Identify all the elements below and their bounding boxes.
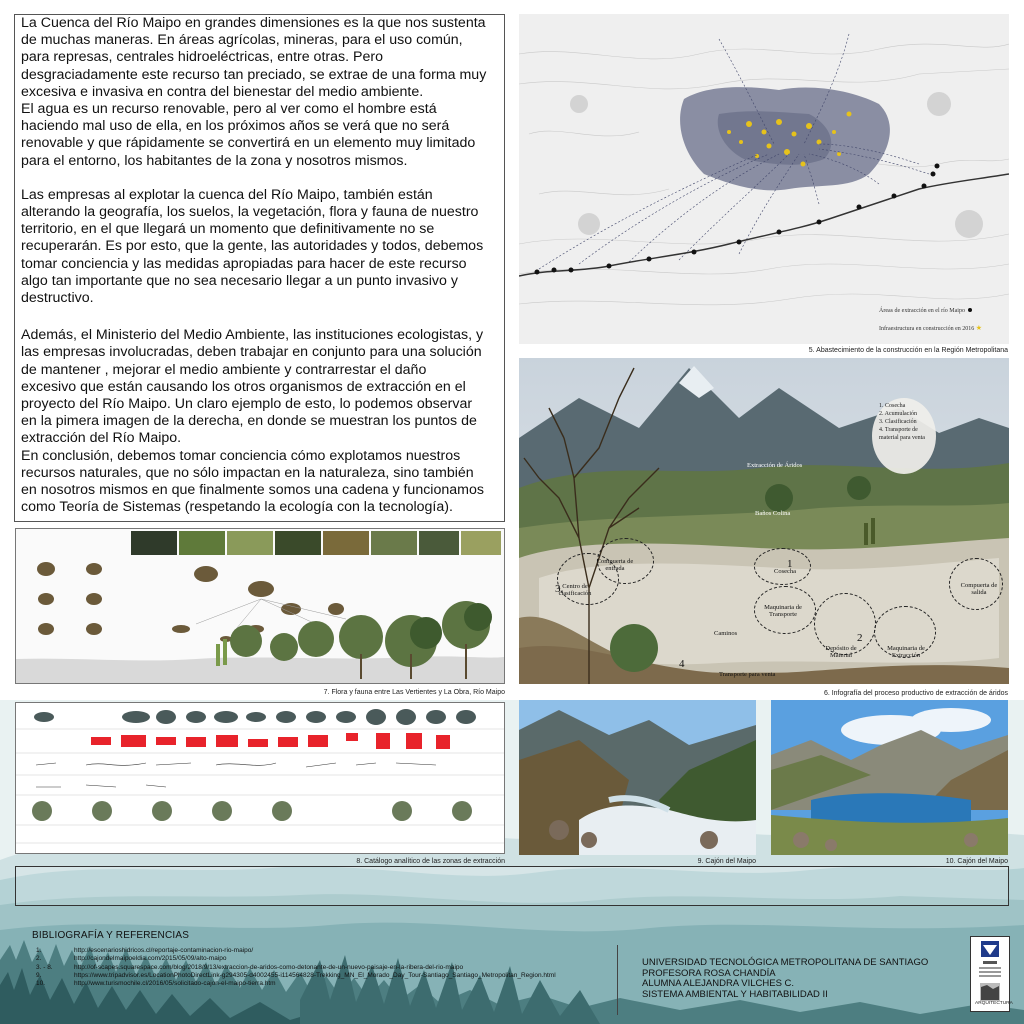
reference-item[interactable] bbox=[36, 972, 614, 980]
reference-item[interactable] bbox=[36, 980, 614, 988]
label-deposito: Depósito de Material bbox=[825, 645, 857, 659]
label-caminos: Caminos bbox=[714, 630, 738, 637]
label-banos: Baños Colina bbox=[755, 510, 791, 517]
label-centro: Centro de clasificación bbox=[558, 583, 592, 597]
reference-item[interactable] bbox=[36, 964, 614, 972]
university-name: UNIVERSIDAD TECNOLÓGICA METROPOLITANA DE SANTIAGO bbox=[642, 957, 929, 968]
quarry-caption: 6. Infografía del proceso productivo de extracción de áridos bbox=[823, 690, 1008, 697]
map-legend-extraction: Áreas de extracción en el río Maipo bbox=[879, 308, 965, 314]
reference-item[interactable] bbox=[36, 955, 614, 963]
process-step-1: 1. Cosecha bbox=[879, 403, 906, 409]
university-logo bbox=[970, 936, 1013, 1012]
reference-link[interactable]: http://www.turismochile.cl/2016/05/solicitado-cajon-el-maipo-tierra.htm bbox=[74, 980, 276, 988]
course-name: SISTEMA AMBIENTAL Y HABITABILIDAD II bbox=[642, 988, 828, 1000]
reference-number: 3. - 8. bbox=[36, 963, 53, 971]
extraction-catalog-figure bbox=[15, 702, 505, 854]
lake-mountains-photo-illustration bbox=[771, 700, 1008, 855]
reference-number: 2. bbox=[36, 955, 42, 963]
reference-link[interactable]: https://www.tripadvisor.es/LocationPhotoDirectLink-g294305-d4002455-i114564828-Trekking_MN_El_Morado_Day_Tour-Santiago_Santiago_Metropolitan_Region.html bbox=[74, 971, 556, 979]
reference-link[interactable]: http://escenarioshidricos.cl/reportaje-contaminacion-rio-maipo/ bbox=[74, 947, 254, 954]
photo10-caption: 10. Cajón del Maipo bbox=[945, 858, 1008, 865]
number-3: 3 bbox=[555, 583, 561, 595]
label-compuerta-salida: Compuerta de salida bbox=[960, 582, 998, 596]
reference-number: 10. bbox=[36, 980, 46, 988]
label-maq-transporte: Maquinaria de Transporte bbox=[764, 604, 802, 618]
catalog-grid-illustration bbox=[16, 703, 504, 853]
number-1: 1 bbox=[787, 558, 793, 570]
reference-link[interactable]: http://of-scapes.squarespace.com/blog/2018/9/13/extraccion-de-aridos-como-detonante-de-un-nuevo-paisaje-en-la-ribera-del-rio-maipo bbox=[74, 963, 464, 971]
process-step-3: 3. Clasificación bbox=[879, 419, 917, 425]
flora-caption: 7. Flora y fauna entre Las Vertientes y La Obra, Río Maipo bbox=[323, 689, 505, 696]
process-step-2: 2. Acumulación bbox=[879, 411, 917, 417]
reference-item[interactable] bbox=[36, 947, 614, 955]
photo9-caption: 9. Cajón del Maipo bbox=[697, 858, 756, 865]
student-name: ALUMNA ALEJANDRA VILCHES C. bbox=[642, 978, 795, 989]
flora-fauna-illustration bbox=[16, 529, 504, 683]
zone-ring-cosecha bbox=[754, 548, 811, 585]
essay-paragraph-3: Además, el Ministerio del Medio Ambiente, las instituciones ecologistas, y las empresas involucradas, deben trabajar en conjunto para una solución de mantener , mejorar el medio ambiente y contrarrestar el daño excesivo que están causando los otros organismos de extracción en el proyecto del Río Maipo. Un claro ejemplo de esto, lo podemos observar en la pimera imagen de la derecha, en donde se muestran los puntos de extracción del Río Maipo. En conclusión, debemos tomar conciencia cómo explotamos nuestros recursos naturales, que no sólo impactan en la naturaleza, sino también en nosotros mismos en que finalmente somos una cadena y funcionamos como Teoría de Sistemas (respetando la ecología con la tecnología). bbox=[21, 327, 484, 516]
cajon-maipo-photo-10 bbox=[771, 700, 1008, 855]
catalog-caption: 8. Catálogo analítico de las zonas de extracción bbox=[356, 858, 505, 865]
legend-dot-icon bbox=[968, 308, 972, 312]
reference-number: 1. bbox=[36, 947, 42, 954]
shield-logo-icon bbox=[971, 937, 1009, 1011]
blank-frame-band bbox=[15, 866, 1009, 906]
quarry-infographic-figure bbox=[519, 358, 1009, 684]
professor-name: PROFESORA ROSA CHANDÍA bbox=[642, 967, 776, 979]
label-cosecha: Cosecha bbox=[774, 568, 797, 575]
flora-fauna-figure bbox=[15, 528, 505, 684]
bibliography-list bbox=[14, 947, 614, 988]
essay-text-box bbox=[14, 14, 505, 522]
map-caption: 5. Abastecimiento de la construcción en la Región Metropolitana bbox=[808, 347, 1008, 354]
credits-block bbox=[642, 958, 928, 1000]
process-step-4: 4. Transporte de material para venta bbox=[879, 427, 925, 441]
essay-paragraph-1: La Cuenca del Río Maipo en grandes dimensiones es la que nos sustenta de muchas maneras. En áreas agrícolas, mineras, para el uso común, para represas, centrales hidroeléctricas, entre otras. Pero desgraciadamente este recurso tan preciado, se extrae de una forma muy excesiva e invasiva en contra del bienestar del medio ambiente. El agua es un recurso renovable, pero al ver como el hombre está haciendo mal uso de ella, en los próximos años se verá que no será renovable y que rápidamente se convertirá en un elemento muy limitado para el entorno, los habitantes de la zona y nosotros mismos. bbox=[21, 15, 487, 169]
reference-link[interactable]: http://cajondelmaipoeldia.com/2015/05/09/alto-maipo bbox=[74, 955, 227, 963]
reference-number: 9. bbox=[36, 971, 42, 979]
essay-paragraph-2: Las empresas al explotar la cuenca del Río Maipo, también están alterando la geografía, los suelos, la vegetación, flora y fauna de nuestro territorio, en el que llegará un momento que definitivamente no se recuperarán. Es por esto, que la gente, las autoridades y todos, debemos tomar conciencia y las medidas apropiadas para hacer de este recurso algo tan importante que no sea necesario llegar a un punto invasivo y destructivo. bbox=[21, 186, 484, 307]
label-extraccion: Extracción de Áridos bbox=[747, 462, 803, 469]
bibliography-section bbox=[14, 930, 614, 988]
relief-map-illustration bbox=[519, 14, 1009, 344]
bibliography-title: BIBLIOGRAFÍA Y REFERENCIAS bbox=[32, 930, 190, 941]
map-legend-construction: Infraestructura en construcción en 2016 bbox=[879, 326, 975, 332]
river-canyon-photo-illustration bbox=[519, 700, 756, 855]
number-4: 4 bbox=[679, 658, 685, 670]
label-transporte: Transporte para venta bbox=[719, 671, 776, 678]
label-compuerta-entrada: Compuerta de entrada bbox=[596, 558, 634, 572]
label-maq-extraccion: Maquinaria de Extracción bbox=[887, 645, 925, 659]
legend-star-icon: ★ bbox=[975, 324, 983, 332]
divider-line bbox=[617, 945, 618, 1015]
logo-caption: ARQUITECTURA bbox=[975, 1001, 1013, 1006]
cajon-maipo-photo-9 bbox=[519, 700, 756, 855]
extraction-map-figure bbox=[519, 14, 1009, 344]
number-2: 2 bbox=[857, 632, 863, 644]
